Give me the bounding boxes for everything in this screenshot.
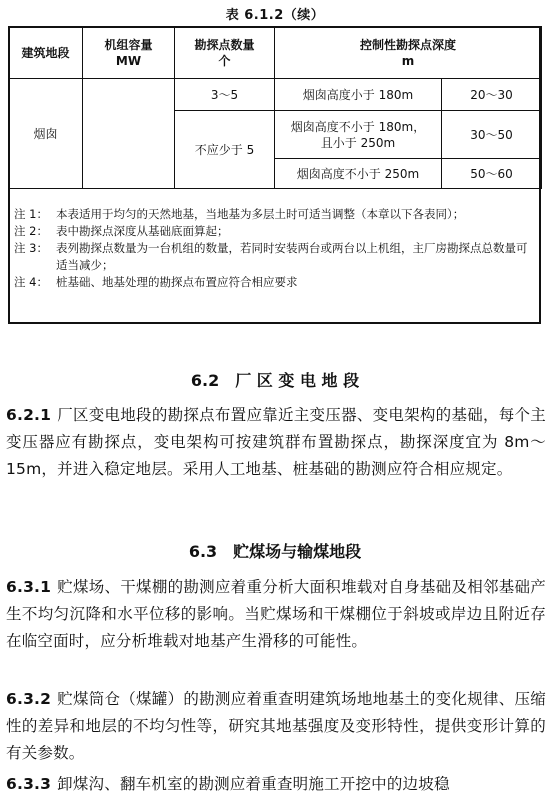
cell-condition-2 — [275, 111, 442, 159]
header-capacity — [83, 27, 175, 79]
note-2 — [14, 223, 534, 240]
cell-condition-1: 烟囱高度小于 180m — [275, 79, 442, 111]
note-3 — [14, 240, 534, 274]
header-capacity-line1: 机组容量 — [104, 37, 153, 52]
header-points-line2: 个 — [218, 53, 231, 68]
header-capacity-line2: MW — [115, 53, 142, 68]
note-label: 注 3： — [14, 241, 48, 255]
note-text: 表中勘探点深度从基础底面算起； — [56, 224, 229, 238]
clause-text: 厂区变电地段的勘探点布置应靠近主变压器、变电架构的基础，每个主变压器应有勘探点，变电架构可按建筑群布置勘探点，勘探深度宜为 8m～15m，并进入稳定地层。采用人工地基、桩基础的勘测应符合相应规定。 — [6, 406, 546, 478]
cell-depth-1: 20～30 — [442, 79, 542, 111]
note-4 — [14, 274, 534, 291]
clause-text: 贮煤筒仓（煤罐）的勘测应着重查明建筑场地地基土的变化规律、压缩性的差异和地层的不均匀性等，研究其地基强度及变形特性，提供变形计算的有关参数。 — [6, 690, 546, 762]
note-1 — [14, 206, 534, 223]
clause-number: 6.3.2 — [6, 690, 52, 708]
header-terrain: 建筑地段 — [9, 27, 83, 79]
clause-text: 卸煤沟、翻车机室的勘测应着重查明施工开挖中的边坡稳 — [57, 775, 450, 793]
paragraph-6-3-3 — [6, 771, 546, 798]
cell-depth-2: 30～50 — [442, 111, 542, 159]
paragraph-6-2-1 — [6, 402, 546, 483]
note-label: 注 4： — [14, 275, 48, 289]
cell-condition-2-line1: 烟囱高度不小于 180m， — [290, 119, 426, 134]
clause-number: 6.3.3 — [6, 775, 52, 793]
note-label: 注 1： — [14, 207, 48, 221]
section-heading-6-3: 6.3 贮煤场与输煤地段 — [188, 542, 362, 561]
header-depth — [275, 27, 542, 79]
table-row — [9, 79, 542, 111]
clause-number: 6.3.1 — [6, 578, 52, 596]
clause-text: 贮煤场、干煤棚的勘测应着重分析大面积堆载对自身基础及相邻基础产生不均匀沉降和水平位移的影响。当贮煤场和干煤棚位于斜坡或岸边且附近存在临空面时，应分析堆载对地基产生滑移的可能性。 — [6, 578, 546, 650]
paragraph-6-3-1 — [6, 574, 546, 655]
header-points — [175, 27, 275, 79]
header-depth-line2: m — [401, 53, 415, 68]
header-points-line1: 勘探点数量 — [194, 37, 255, 52]
survey-table — [8, 26, 542, 189]
paragraph-6-3-2 — [6, 686, 546, 767]
table-header-row — [9, 27, 542, 79]
cell-count-1: 3～5 — [175, 79, 275, 111]
table-notes — [14, 206, 534, 291]
cell-count-2: 不应少于 5 — [175, 111, 275, 189]
cell-capacity — [83, 79, 175, 189]
cell-condition-2-line2: 且小于 250m — [320, 135, 396, 150]
note-text: 表列勘探点数量为一台机组的数量，若同时安装两台或两台以上机组，主厂房勘探点总数量可适当减少； — [56, 241, 528, 272]
cell-condition-3: 烟囱高度不小于 250m — [275, 159, 442, 189]
table-caption: 表 6.1.2（续） — [225, 8, 325, 23]
note-text: 本表适用于均匀的天然地基，当地基为多层土时可适当调整（本章以下各表同）； — [56, 207, 465, 221]
clause-number: 6.2.1 — [6, 406, 52, 424]
note-text: 桩基础、地基处理的勘探点布置应符合相应要求 — [56, 275, 298, 289]
header-depth-line1: 控制性勘探点深度 — [360, 37, 457, 52]
section-heading-6-2: 6.2 厂 区 变 电 地 段 — [190, 371, 360, 390]
cell-depth-3: 50～60 — [442, 159, 542, 189]
note-label: 注 2： — [14, 224, 48, 238]
cell-terrain: 烟囱 — [9, 79, 83, 189]
